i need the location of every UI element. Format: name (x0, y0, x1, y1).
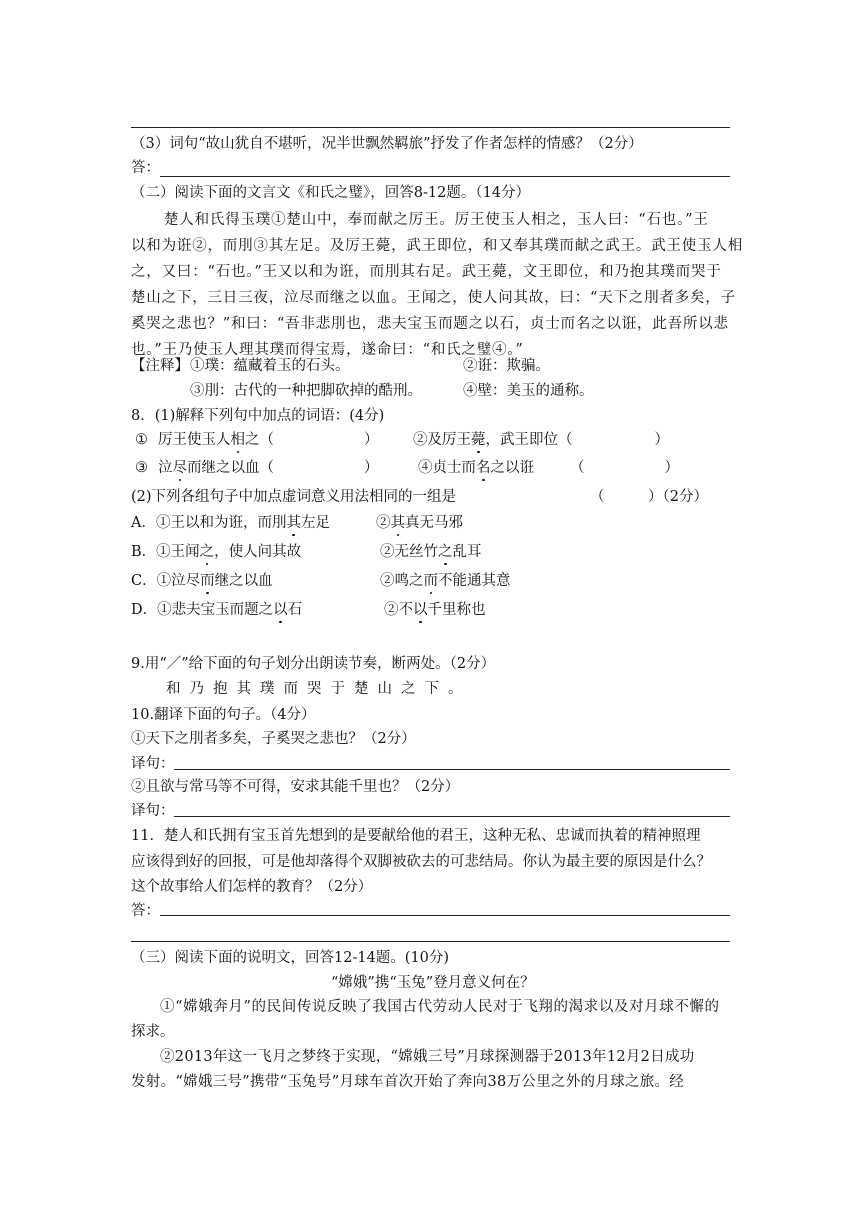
option-text: ②无丝竹 (380, 544, 438, 560)
item-text: ②及厉王 (413, 432, 471, 448)
q3-question: （3）词句“故山犹自不堪听，况半世飘然羁旅”抒发了作者怎样的情感？（2分） (131, 136, 643, 152)
option-text: 乱耳 (452, 544, 482, 560)
dotted-word: 而 (423, 573, 438, 589)
passage-line: 楚人和氏得玉璞①楚山中，奉而献之厉王。厉王使玉人相之，玉人曰：“石也。”王 (164, 212, 709, 228)
translate-label-2: 译句： (131, 803, 175, 819)
option-text: ①悲夫宝玉而题之 (157, 602, 274, 618)
passage-line: 也。”王乃使玉人理其璞而得宝焉，遂命曰：“和氏之璧④。” (131, 342, 524, 358)
item-text: ，武王即位（ (485, 432, 573, 448)
q11-line: 11．楚人和氏拥有宝玉首先想到的是要献给他的君王，这种无私、忠诚而执着的精神照理 (131, 828, 701, 844)
option-text: 左足 (300, 515, 330, 531)
note-2: ②诳：欺骗。 (463, 358, 550, 374)
article-paragraph: 探求。 (131, 1024, 175, 1040)
item-text: 而继之以血（ (187, 460, 274, 476)
dotted-word: 其 (286, 515, 301, 531)
note-3: ③刖：古代的一种把脚砍掉的酷刑。 (190, 383, 422, 399)
article-title: “嫦娥”携“玉兔”登月意义何在？ (331, 975, 535, 991)
close-paren: ） (364, 460, 379, 476)
option-text: ②鸣之 (380, 573, 424, 589)
dotted-word: 而 (200, 573, 215, 589)
dotted-word: 相 (230, 432, 245, 448)
dotted-word: 薨 (471, 432, 486, 448)
q11-line: 这个故事给人们怎样的教育？（2分） (131, 879, 373, 895)
q8-item-4 (418, 458, 679, 478)
item-text: 厉王使玉人 (158, 432, 231, 448)
dotted-word: 以 (413, 602, 428, 618)
q10-sentence-1: ①天下之刖者多矣，子奚哭之悲也？（2分） (131, 731, 416, 747)
dotted-word: 其 (390, 515, 405, 531)
dotted-word: 名 (476, 460, 491, 476)
q8-item-1 (135, 430, 379, 450)
q8-option-a[interactable] (131, 513, 330, 533)
note-1: ①璞：蕴藏着玉的石头。 (190, 358, 350, 374)
item-number: ③ (135, 460, 148, 476)
option-text: 继之以血 (214, 573, 273, 589)
q8-option-d-2 (384, 600, 486, 620)
q11-line: 应该得到好的回报，可是他却落得个双脚被砍去的可悲结局。你认为最主要的原因是什么？ (131, 854, 711, 870)
item-text: 之以诳 (490, 460, 534, 476)
q8-item-3 (135, 458, 379, 478)
close-paren: ） (664, 460, 679, 476)
q8-part2-blank[interactable]: （ ）（2分） (590, 489, 708, 505)
close-paren: ） (654, 432, 669, 448)
dotted-word: 之 (438, 544, 453, 560)
article-paragraph: ①“嫦娥奔月”的民间传说反映了我国古代劳动人民对于飞翔的渴求以及对月球不懈的 (160, 999, 720, 1015)
option-text: 千里称也 (427, 602, 486, 618)
top-rule (131, 127, 730, 128)
section2-heading: （二）阅读下面的文言文《和氏之璧》，回答8-12题。（14分） (131, 185, 531, 201)
option-text: 不能通其意 (438, 573, 511, 589)
open-paren: （ (570, 460, 585, 476)
q8-option-b-2 (380, 542, 482, 562)
q3-answer-label: 答： (131, 160, 160, 176)
article-paragraph: ②2013年这一飞月之梦终于实现，“嫦娥三号”月球探测器于2013年12月2日成功 (160, 1049, 695, 1065)
item-number: ① (135, 432, 148, 448)
article-paragraph: 发射。“嫦娥三号”携带“玉兔号”月球车首次开始了奔向38万公里之外的月球之旅。经 (131, 1074, 685, 1090)
item-text: ④贞士而 (418, 460, 476, 476)
section3-heading: （三）阅读下面的说明文，回答12-14题。(10分) (131, 950, 450, 966)
q8-stem: 8．(1)解释下列句中加点的词语：(4分) (131, 408, 385, 424)
notes-label: 【注释】 (131, 358, 189, 374)
option-text: ①泣尽 (156, 573, 201, 589)
passage-line: 以和为诳②，而刖③其左足。及厉王薨，武王即位，和又奉其璞而献之武王。武王使玉人相 (131, 238, 743, 254)
passage-line: 奚哭之悲也？”和曰：“吾非悲刖也，悲夫宝玉而题之以石，贞士而名之以诳，此吾所以悲 (131, 316, 729, 332)
item-text: 泣 (158, 460, 173, 476)
q9-sentence[interactable]: 和乃抱其璞而哭于楚山之下。 (166, 681, 472, 697)
q3-answer-line[interactable] (160, 176, 730, 177)
q11-answer-line[interactable] (160, 915, 730, 916)
translate-label-1: 译句： (131, 756, 175, 772)
q9-stem: 9.用“／”给下面的句子划分出朗读节奏，断两处。（2分） (131, 656, 496, 672)
translate-line-1[interactable] (174, 769, 730, 770)
q11-answer-line-2[interactable] (131, 941, 730, 942)
q8-option-b[interactable] (131, 542, 301, 562)
close-paren: ） (364, 432, 379, 448)
q11-answer-label: 答： (131, 903, 160, 919)
dotted-word: 以 (273, 602, 288, 618)
q10-sentence-2: ②且欲与常马等不可得，安求其能千里也？（2分） (131, 779, 460, 795)
q10-stem: 10.翻译下面的句子。（4分） (131, 707, 316, 723)
option-label: B． (131, 544, 157, 560)
passage-line: 楚山之下，三日三夜，泣尽而继之以血。王闻之，使人问其故，曰：“天下之刖者多矣，子 (131, 290, 736, 306)
q8-item-2 (413, 430, 669, 450)
option-label: C． (131, 573, 157, 589)
passage-line: 之，又曰：“石也。”王又以和为诳，而刖其右足。武王薨，文王即位，和乃抱其璞而哭于 (131, 264, 722, 280)
option-text: ，使人问其故 (214, 544, 302, 560)
q8-option-c[interactable] (131, 571, 273, 591)
dotted-word: 之 (199, 544, 215, 560)
note-4: ④壁：美玉的通称。 (463, 383, 594, 399)
option-text: ①王闻 (156, 544, 200, 560)
option-text: ①王以和为诳，而刖 (155, 515, 287, 531)
option-text: ②不 (384, 602, 413, 618)
option-text: 石 (287, 602, 303, 618)
q8-option-a-2 (376, 513, 463, 533)
item-text: 之（ (245, 432, 274, 448)
option-text: ② (376, 515, 391, 531)
translate-line-2[interactable] (174, 816, 730, 817)
q8-option-d[interactable] (131, 600, 302, 620)
q8-option-c-2 (380, 571, 511, 591)
dotted-word: 尽 (172, 460, 187, 476)
option-text: 真无马邪 (405, 515, 463, 531)
option-label: A． (131, 515, 156, 531)
option-label: D． (131, 602, 158, 618)
q8-part2: (2)下列各组句子中加点虚词意义用法相同的一组是 (131, 489, 457, 505)
